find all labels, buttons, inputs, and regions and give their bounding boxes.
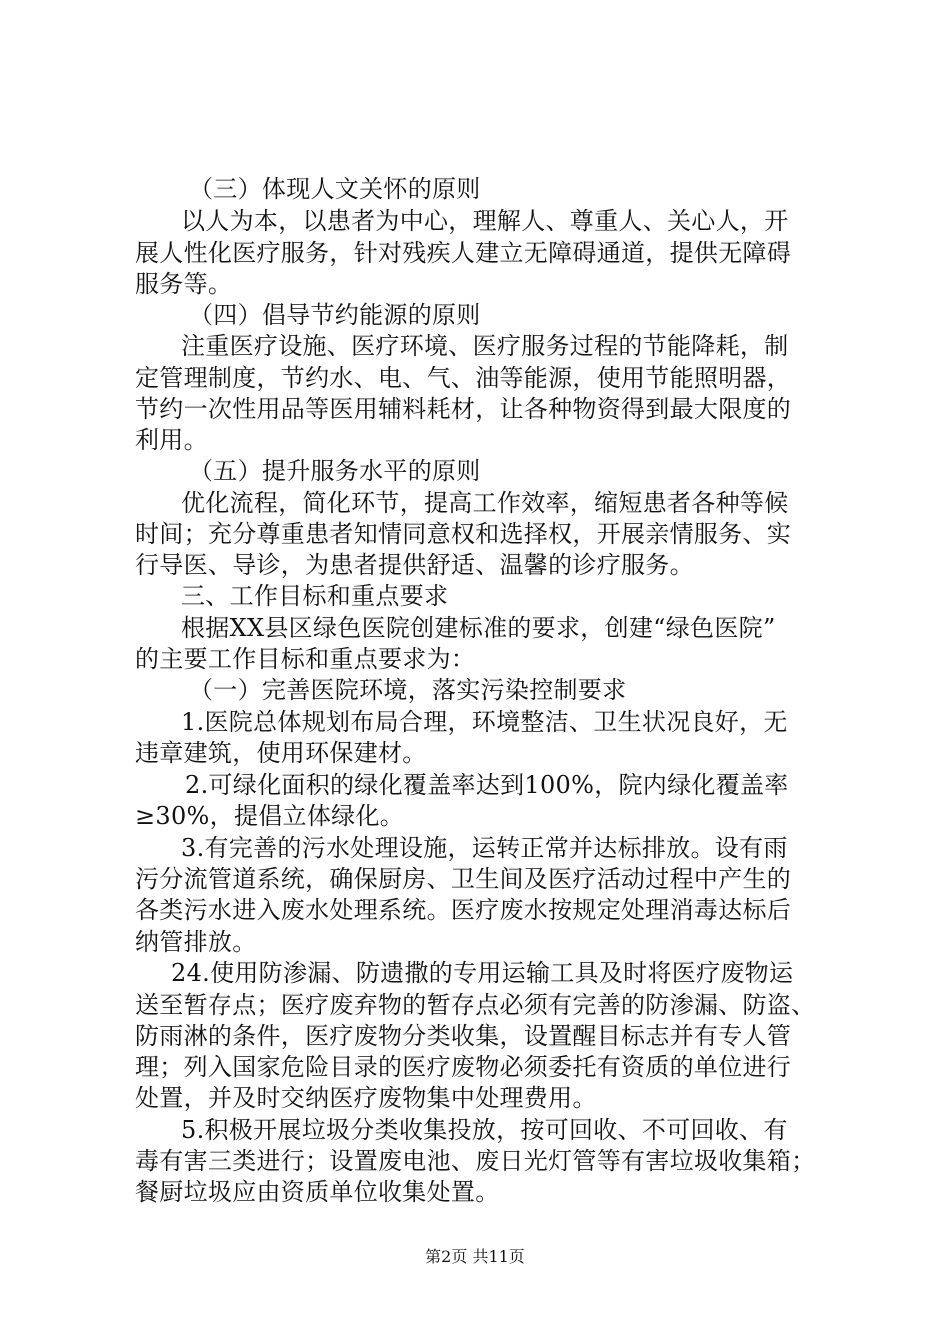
paragraph-line: 毒有害三类进行；设置废电池、废日光灯管等有害垃圾收集箱； (135, 1147, 816, 1175)
section-heading-3: 三、工作目标和重点要求 (181, 582, 449, 610)
list-item-2: 2.可绿化面积的绿化覆盖率达到100%，院内绿化覆盖率 (185, 771, 789, 799)
list-item-5: 5.积极开展垃圾分类收集投放，按可回收、不可回收、有 (181, 1116, 788, 1144)
paragraph-line: 行导医、导诊，为患者提供舒适、温馨的诊疗服务。 (135, 551, 694, 579)
heading-principle-4: （四）倡导节约能源的原则 (189, 301, 481, 329)
list-item-4: 24.使用防渗漏、防遗撒的专用运输工具及时将医疗废物运 (171, 959, 794, 987)
subheading-1: （一）完善医院环境，落实污染控制要求 (189, 676, 627, 704)
page-number-footer: 第2页 共11页 (425, 1247, 525, 1266)
paragraph-line: 定管理制度，节约水、电、气、油等能源，使用节能照明器， (135, 364, 792, 392)
heading-principle-5: （五）提升服务水平的原则 (189, 457, 481, 485)
list-item-3: 3.有完善的污水处理设施，运转正常并达标排放。设有雨 (181, 834, 788, 862)
heading-principle-3: （三）体现人文关怀的原则 (189, 175, 481, 203)
paragraph-line: 纳管排放。 (135, 928, 257, 956)
paragraph-line: 以人为本，以患者为中心，理解人、尊重人、关心人，开 (181, 207, 789, 235)
paragraph-line: 注重医疗设施、医疗环境、医疗服务过程的节能降耗，制 (181, 332, 789, 360)
paragraph-line: 的主要工作目标和重点要求为： (135, 645, 476, 673)
paragraph-line: ≥30%，提倡立体绿化。 (135, 802, 405, 830)
paragraph-line: 污分流管道系统，确保厨房、卫生间及医疗活动过程中产生的 (135, 865, 792, 893)
paragraph-line: 各类污水进入废水处理系统。医疗废水按规定处理消毒达标后 (135, 896, 792, 924)
paragraph-line: 送至暂存点；医疗废弃物的暂存点必须有完善的防渗漏、防盗、 (135, 991, 816, 1019)
paragraph-line: 利用。 (135, 426, 208, 454)
paragraph-line: 防雨淋的条件，医疗废物分类收集，设置醒目标志并有专人管 (135, 1022, 792, 1050)
paragraph-line: 违章建筑，使用环保建材。 (135, 739, 427, 767)
list-item-1: 1.医院总体规划布局合理，环境整洁、卫生状况良好，无 (181, 708, 788, 736)
paragraph-line: 展人性化医疗服务，针对残疾人建立无障碍通道，提供无障碍 (135, 239, 792, 267)
paragraph-line: 理；列入国家危险目录的医疗废物必须委托有资质的单位进行 (135, 1053, 792, 1081)
paragraph-line: 处置，并及时交纳医疗废物集中处理费用。 (135, 1084, 597, 1112)
paragraph-line: 优化流程，简化环节，提高工作效率，缩短患者各种等候 (181, 489, 789, 517)
paragraph-line: 根据XX县区绿色医院创建标准的要求，创建“绿色医院” (181, 614, 776, 642)
paragraph-line: 时间；充分尊重患者知情同意权和选择权，开展亲情服务、实 (135, 520, 792, 548)
paragraph-line: 服务等。 (135, 270, 233, 298)
paragraph-line: 餐厨垃圾应由资质单位收集处置。 (135, 1178, 500, 1206)
paragraph-line: 节约一次性用品等医用辅料耗材，让各种物资得到最大限度的 (135, 395, 792, 423)
